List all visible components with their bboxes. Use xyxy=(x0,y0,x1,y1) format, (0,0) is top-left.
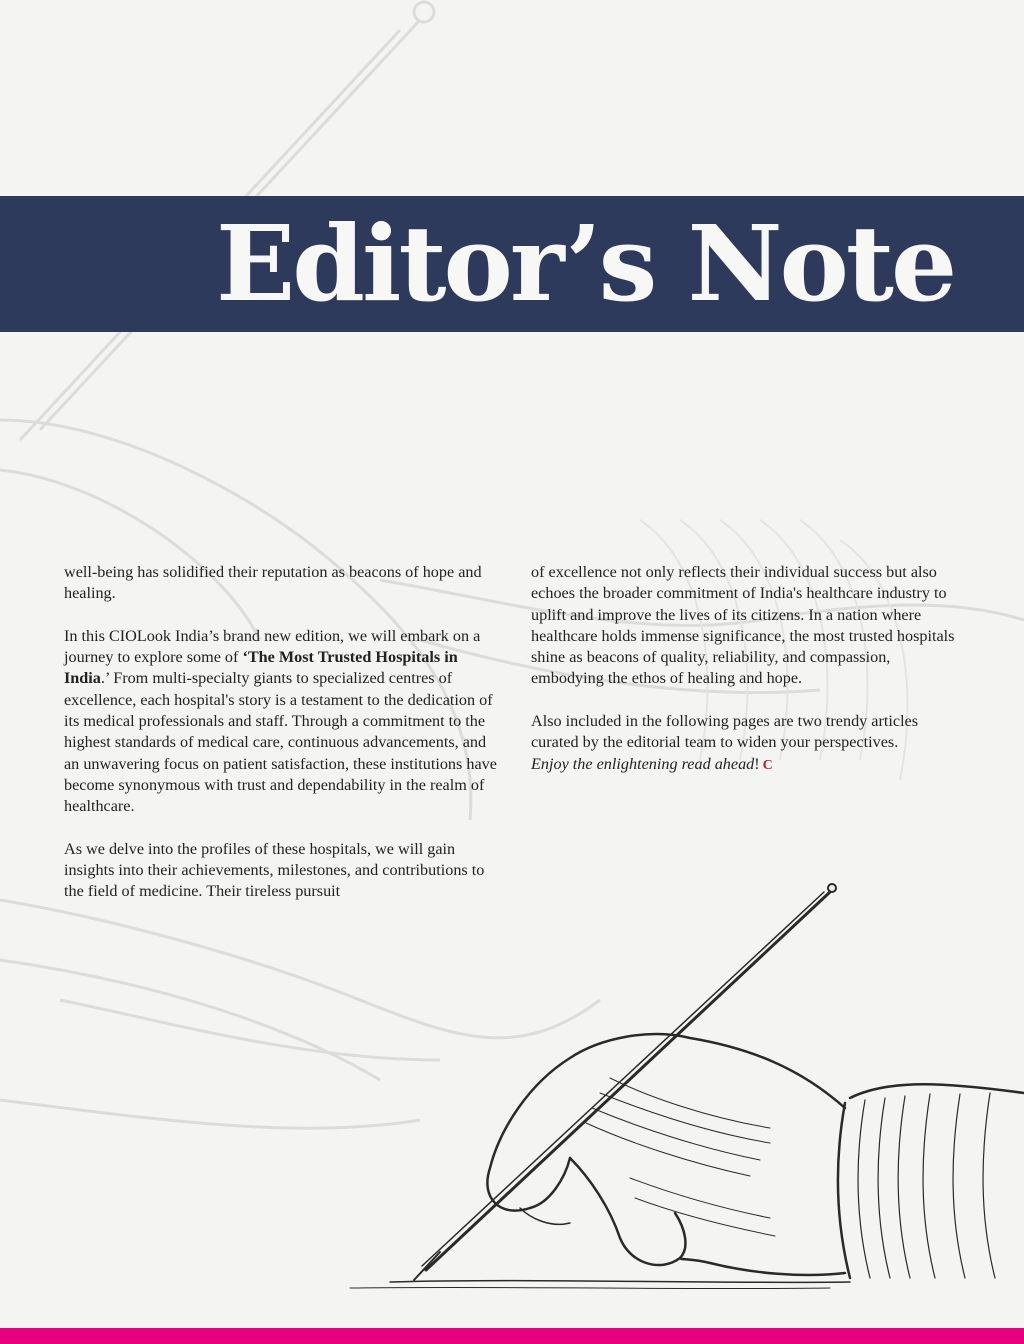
left-paragraph-2-rest: .’ From multi-specialty giants to specialized centres of excellence, each hospital's story is a testament to the dedication of its medical professionals and staff. Through a commitment to the highest standards of medical care, continuous advancements, and an unwavering focus on patient satisfaction, these institutions have become synonymous with trust and dependability in the realm of healthcare. xyxy=(64,669,497,816)
left-paragraph-2 xyxy=(64,626,504,818)
left-paragraph-2-intro: In this CIOLook India’s brand new edition, we will embark on a journey to explore some of xyxy=(64,626,481,667)
left-paragraph-3: As we delve into the profiles of these hospitals, we will gain insights into their achievements, milestones, and contributions to the field of medicine. Their tireless pursuit xyxy=(64,839,485,901)
left-column xyxy=(64,562,504,924)
hand-writing-illustration xyxy=(330,878,1024,1298)
right-column xyxy=(531,562,967,797)
left-paragraph-1: well-being has solidified their reputation as beacons of hope and healing. xyxy=(64,563,482,603)
page-title: Editor’s Note xyxy=(216,202,955,325)
closing-line: Enjoy the enlightening read ahead xyxy=(531,754,755,773)
right-paragraph-2 xyxy=(531,711,967,776)
closing-punct: ! xyxy=(754,754,760,773)
right-paragraph-1: of excellence not only reflects their individual success but also echoes the broader commitment of India's healthcare industry to uplift and improve the lives of its citizens. In a nation where healthcare holds immense significance, the most trusted hospitals shine as beacons of quality, reliability, and compassion, embodying the ethos of healing and hope. xyxy=(531,563,955,688)
edition-title-bold: ‘The Most Trusted Hospitals in India xyxy=(64,648,458,688)
end-mark-icon: C xyxy=(762,757,773,773)
right-paragraph-2-text: Also included in the following pages are two trendy articles curated by the editorial team to widen your perspectives. xyxy=(531,712,919,752)
footer-accent-bar xyxy=(0,1328,1024,1344)
